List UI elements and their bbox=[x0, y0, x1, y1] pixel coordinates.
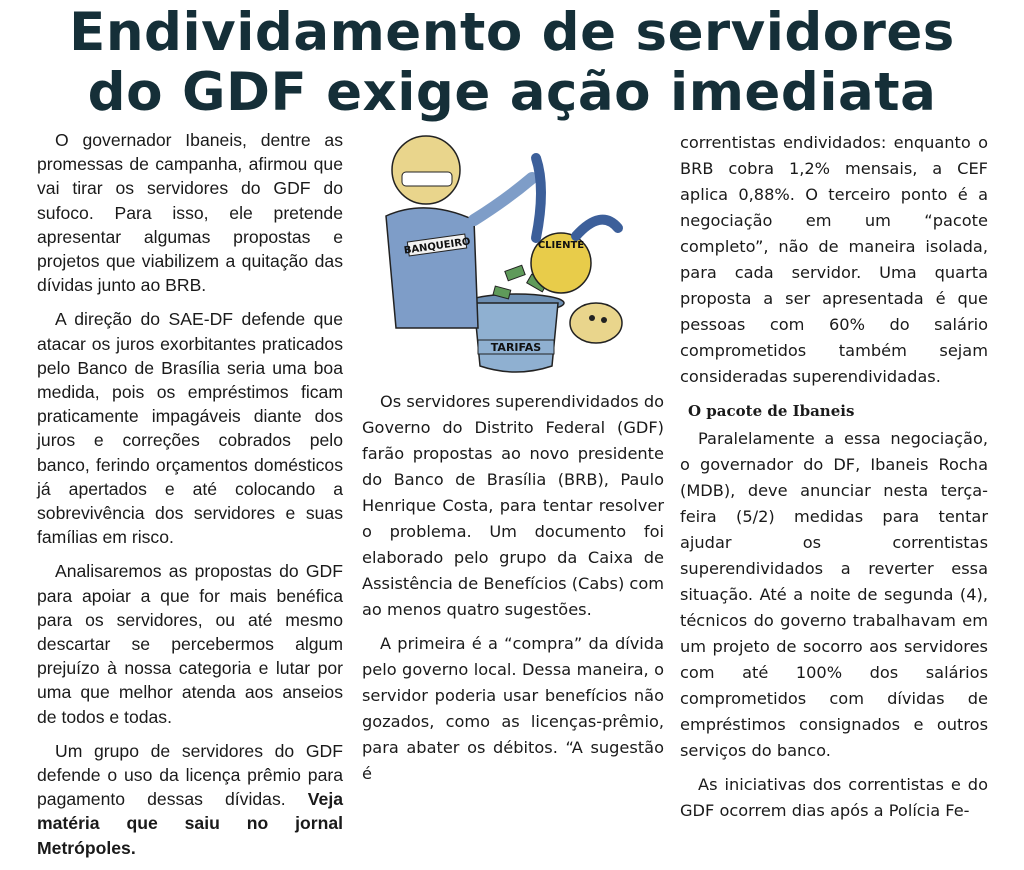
paragraph: Analisaremos as propostas do GDF para apoiar a que for mais benéfica para os servidores, ou até mesmo descartar se percebermos algum prejuízo à nossa categoria e lutar por uma que melhor atenda aos anseios de todos e todas. bbox=[37, 561, 343, 727]
article-column-1 bbox=[37, 128, 343, 870]
paragraph: Os servidores superendividados do Governo do Distrito Federal (GDF) farão propostas ao novo presidente do Banco de Brasília (BRB), Paulo Henrique Costa, para tentar resolver o problema. Um documento foi elaborado pelo grupo da Caixa de Assistência de Benefícios (Cabs) com ao menos quatro sugestões. bbox=[362, 392, 664, 619]
paragraph bbox=[37, 739, 343, 860]
paragraph: A primeira é a “compra” da dívida pelo governo local. Dessa maneira, o servidor poderia usar benefícios não gozados, como as licenças-prêmio, para abater os débitos. “A sugestão é bbox=[362, 634, 664, 783]
hat-label: TARIFAS bbox=[490, 341, 542, 354]
paragraph: O governador Ibaneis, dentre as promessas de campanha, afirmou que vai tirar os servidores do GDF do sufoco. Para isso, ele pretende apresentar algumas propostas e projetos que viabilizem a quitação das dívidas junto ao BRB. bbox=[37, 130, 343, 296]
headline-line-2: do GDF exige ação imediata bbox=[87, 62, 937, 123]
article-column-3 bbox=[680, 130, 988, 832]
client-label: CLIENTE bbox=[537, 240, 585, 251]
paragraph: correntistas endividados: enquanto o BRB cobra 1,2% mensais, a CEF aplica 0,88%. O terceiro ponto é a negociação em um “pacote completo”, não de maneira isolada, para cada servidor. Uma quarta proposta a ser apresentada é que pessoas com 60% do salário comprometidos também sejam consideradas superendividadas. bbox=[680, 133, 988, 386]
headline-line-1: Endividamento de servidores bbox=[69, 2, 955, 63]
paragraph: As iniciativas dos correntistas e do GDF ocorrem dias após a Polícia Fe- bbox=[680, 775, 988, 820]
metropoles-link[interactable]: Veja matéria que saiu no jornal Metrópoles. bbox=[37, 789, 343, 858]
paragraph: A direção do SAE-DF defende que atacar os juros exorbitantes praticados pelo Banco de Brasília seria uma boa medida, pois os empréstimos ficam praticamente impagáveis diante dos juros e correções cobrados pelo banco, ferindo orçamentos domésticos já apertados e até colocando a sobrevivência dos servidores e suas famílias em risco. bbox=[37, 309, 343, 548]
cartoon-illustration bbox=[356, 128, 656, 378]
paragraph-text: Um grupo de servidores do GDF defende o uso da licença prêmio para pagamento dessas dívidas. bbox=[37, 740, 343, 810]
paragraph: Paralelamente a essa negociação, o governador do DF, Ibaneis Rocha (MDB), deve anunciar nesta terça-feira (5/2) medidas para tentar ajudar os correntistas superendividados a reverter essa situação. Até a noite de segunda (4), técnicos do governo trabalhavam em um projeto de socorro aos servidores com até 100% dos salários comprometidos com dívidas de empréstimos consignados e outros serviços do banco. bbox=[680, 429, 988, 760]
banker-label: BANQUEIRO bbox=[403, 236, 472, 257]
section-subheading: O pacote de Ibaneis bbox=[688, 402, 855, 420]
article-column-2 bbox=[362, 389, 664, 795]
headline bbox=[0, 0, 1024, 123]
